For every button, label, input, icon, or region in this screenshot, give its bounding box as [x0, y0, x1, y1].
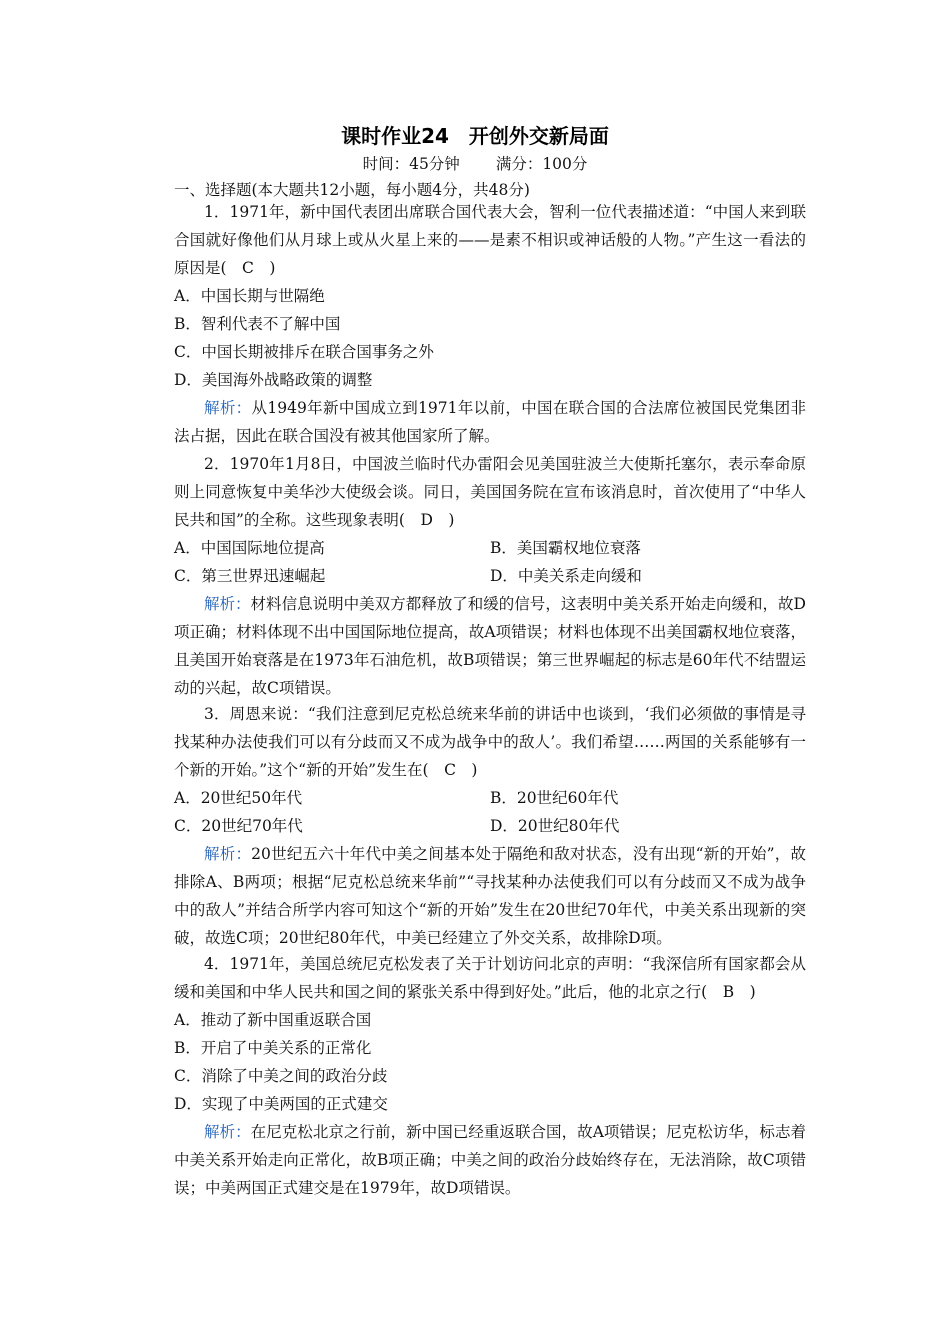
option-d: D．美国海外战略政策的调整: [174, 371, 373, 389]
section-heading: 一、选择题(本大题共12小题，每小题4分，共48分): [174, 181, 530, 199]
analysis-label: 解析：: [204, 845, 252, 863]
analysis-label: 解析：: [204, 595, 251, 613]
question-stem: 1．1971年，新中国代表团出席联合国代表大会，智利一位代表描述道：“中国人来到联合国就好像他们从月球上或从火星上来的——是素不相识或神话般的人物。”产生这一看法的原因是( C ): [174, 203, 806, 277]
question-3: [174, 700, 806, 952]
time-limit: 时间：45分钟: [362, 155, 460, 173]
option-a: A．中国国际地位提高: [174, 539, 325, 557]
analysis: [174, 840, 806, 952]
question-stem: 3．周恩来说：“我们注意到尼克松总统来华前的讲话中也谈到，‘我们必须做的事情是寻找某种办法使我们可以有分歧而又不成为战争中的敌人’。我们希望……两国的关系能够有一个新的开始。”这个“新的开始”发生在( C ): [174, 705, 806, 779]
option-row: [174, 534, 806, 562]
question-1: [174, 198, 806, 450]
option-c: C．中国长期被排斥在联合国事务之外: [174, 343, 434, 361]
option-row: [174, 784, 806, 812]
analysis: [174, 1118, 806, 1202]
option-a: A．中国长期与世隔绝: [174, 287, 325, 305]
analysis: [174, 590, 806, 702]
analysis-label: 解析：: [204, 399, 252, 417]
question-stem: 2．1970年1月8日，中国波兰临时代办雷阳会见美国驻波兰大使斯托塞尔，表示奉命原则上同意恢复中美华沙大使级会谈。同日，美国国务院在宣布该消息时，首次使用了“中华人民共和国”的全称。这些现象表明( D ): [174, 455, 806, 529]
exam-info: [0, 152, 950, 174]
question-4: [174, 950, 806, 1202]
option-a: A．推动了新中国重返联合国: [174, 1011, 372, 1029]
option-c: C．第三世界迅速崛起: [174, 567, 326, 585]
page-title: 课时作业24 开创外交新局面: [341, 124, 609, 148]
question-2: [174, 450, 806, 702]
option-b: B．20世纪60年代: [490, 789, 619, 807]
option-d: D．20世纪80年代: [490, 817, 620, 835]
analysis-text: 从1949年新中国成立到1971年以前，中国在联合国的合法席位被国民党集团非法占据，因此在联合国没有被其他国家所了解。: [174, 399, 806, 445]
option-c: C．20世纪70年代: [174, 817, 303, 835]
option-c: C．消除了中美之间的政治分歧: [174, 1067, 388, 1085]
analysis-label: 解析：: [204, 1123, 251, 1141]
option-row: [174, 812, 806, 840]
option-a: A．20世纪50年代: [174, 789, 303, 807]
option-d: D．实现了中美两国的正式建交: [174, 1095, 388, 1113]
option-b: B．美国霸权地位衰落: [490, 539, 641, 557]
option-b: B．开启了中美关系的正常化: [174, 1039, 372, 1057]
analysis-text: 20世纪五六十年代中美之间基本处于隔绝和敌对状态，没有出现“新的开始”，故排除A、B两项；根据“尼克松总统来华前”“寻找某种办法使我们可以有分歧而又不成为战争中的敌人”并结合所学内容可知这个“新的开始”发生在20世纪70年代，中美关系出现新的突破，故选C项；20世纪80年代，中美已经建立了外交关系，故排除D项。: [174, 845, 806, 947]
option-d: D．中美关系走向缓和: [490, 567, 642, 585]
full-score: 满分：100分: [495, 155, 588, 173]
option-row: [174, 562, 806, 590]
analysis-text: 在尼克松北京之行前，新中国已经重返联合国，故A项错误；尼克松访华，标志着中美关系开始走向正常化，故B项正确；中美之间的政治分歧始终存在，无法消除，故C项错误；中美两国正式建交是在1979年，故D项错误。: [174, 1123, 806, 1197]
option-b: B．智利代表不了解中国: [174, 315, 341, 333]
analysis: [174, 394, 806, 450]
analysis-text: 材料信息说明中美双方都释放了和缓的信号，这表明中美关系开始走向缓和，故D项正确；材料体现不出中国国际地位提高，故A项错误；材料也体现不出美国霸权地位衰落，且美国开始衰落是在1973年石油危机，故B项错误；第三世界崛起的标志是60年代不结盟运动的兴起，故C项错误。: [174, 595, 806, 697]
question-stem: 4．1971年，美国总统尼克松发表了关于计划访问北京的声明：“我深信所有国家都会从缓和美国和中华人民共和国之间的紧张关系中得到好处。”此后，他的北京之行( B ): [174, 955, 806, 1001]
